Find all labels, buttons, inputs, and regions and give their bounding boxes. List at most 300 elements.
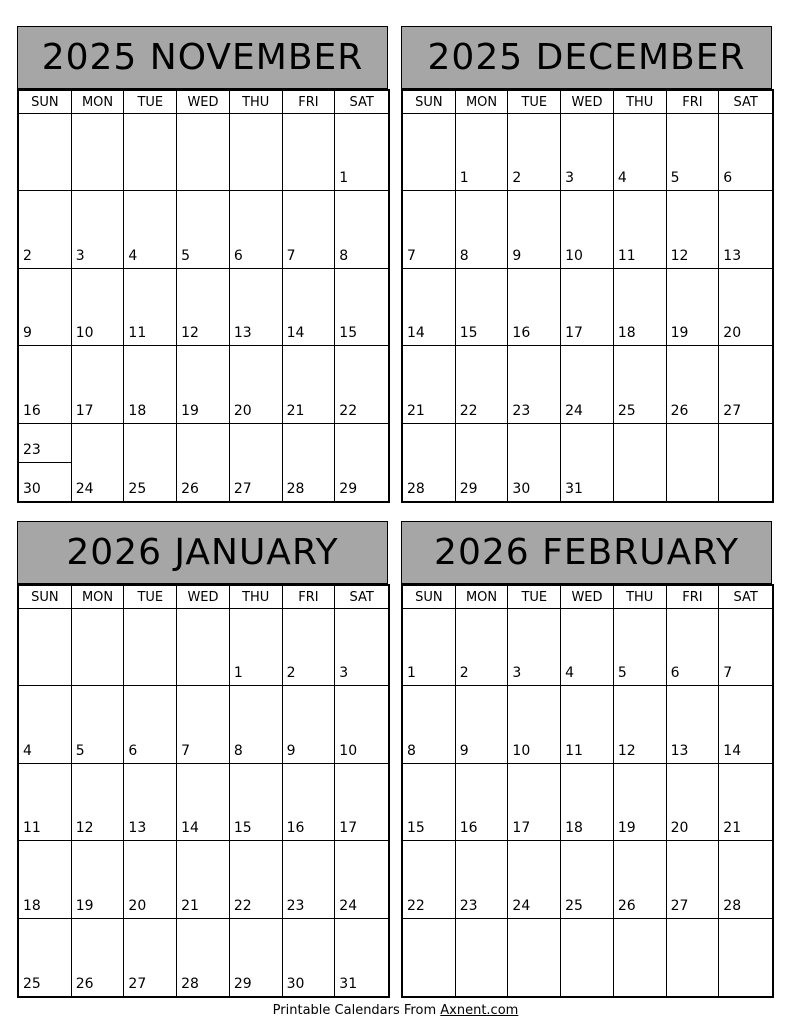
month-title: 2025 NOVEMBER xyxy=(17,26,388,89)
day-cell xyxy=(456,346,509,423)
day-number: 11 xyxy=(23,820,41,837)
day-number: 30 xyxy=(512,481,531,497)
day-number: 15 xyxy=(233,820,252,837)
day-cell xyxy=(456,269,509,346)
day-number: 18 xyxy=(617,325,636,342)
calendar-november-2025 xyxy=(17,26,390,503)
day-cell xyxy=(177,609,230,686)
weekday-header: TUE xyxy=(124,91,177,114)
day-cell xyxy=(19,686,72,763)
day-cell xyxy=(19,764,72,841)
day-number: 14 xyxy=(407,325,425,342)
day-number: 11 xyxy=(128,325,147,342)
day-number: 10 xyxy=(339,742,358,759)
day-cell xyxy=(614,269,667,346)
day-cell xyxy=(19,269,72,346)
month-grid xyxy=(401,89,774,503)
day-number: 5 xyxy=(181,247,191,264)
day-number: 2 xyxy=(512,170,522,187)
day-number: 30 xyxy=(286,976,305,992)
day-cell xyxy=(124,191,177,268)
day-cell xyxy=(177,764,230,841)
day-cell xyxy=(561,764,614,841)
day-cell xyxy=(72,764,125,841)
day-number: 13 xyxy=(233,325,252,342)
day-number: 10 xyxy=(565,247,583,264)
day-cell xyxy=(72,686,125,763)
weekday-header: FRI xyxy=(667,586,720,609)
day-number: 5 xyxy=(75,742,85,759)
weekday-header: SUN xyxy=(403,91,456,114)
day-number: 31 xyxy=(339,976,358,992)
weekday-header: WED xyxy=(561,91,614,114)
weekday-header: SAT xyxy=(335,91,388,114)
day-cell xyxy=(561,609,614,686)
day-cell xyxy=(403,841,456,918)
day-cell xyxy=(719,841,772,918)
day-number: 24 xyxy=(339,897,358,914)
day-number: 27 xyxy=(723,402,742,419)
day-cell xyxy=(19,609,72,686)
day-number: 21 xyxy=(286,402,305,419)
day-cell xyxy=(508,191,561,268)
day-number: 26 xyxy=(670,402,689,419)
day-cell xyxy=(719,346,772,423)
weekday-header: FRI xyxy=(283,586,336,609)
day-cell xyxy=(667,609,720,686)
day-cell xyxy=(124,919,177,996)
day-cell xyxy=(456,764,509,841)
month-title: 2026 FEBRUARY xyxy=(401,521,772,584)
day-cell xyxy=(72,919,125,996)
day-cell xyxy=(667,841,720,918)
day-cell xyxy=(72,841,125,918)
day-number: 19 xyxy=(75,897,94,914)
day-cell xyxy=(283,919,336,996)
day-number: 16 xyxy=(512,325,531,342)
weekday-header: FRI xyxy=(667,91,720,114)
day-number: 6 xyxy=(670,665,680,682)
day-cell xyxy=(177,919,230,996)
day-cell xyxy=(230,919,283,996)
day-number: 28 xyxy=(723,897,742,914)
day-cell xyxy=(508,764,561,841)
day-number: 29 xyxy=(233,976,252,992)
day-cell xyxy=(508,609,561,686)
day-number: 4 xyxy=(23,742,32,759)
day-number: 9 xyxy=(512,247,522,264)
day-number: 29 xyxy=(459,481,478,497)
day-cell xyxy=(614,919,667,996)
weekday-header: TUE xyxy=(124,586,177,609)
day-number: 28 xyxy=(181,976,199,992)
day-number: 3 xyxy=(75,247,85,264)
day-cell xyxy=(230,114,283,191)
day-number: 23 xyxy=(23,442,41,459)
day-cell xyxy=(456,919,509,996)
day-number: 16 xyxy=(459,820,478,837)
day-number: 16 xyxy=(286,820,305,837)
day-number: 12 xyxy=(670,247,689,264)
day-cell xyxy=(403,114,456,191)
day-number: 19 xyxy=(617,820,636,837)
day-number: 14 xyxy=(181,820,199,837)
weekday-header: MON xyxy=(72,586,125,609)
day-number: 8 xyxy=(459,247,469,264)
day-cell xyxy=(124,114,177,191)
day-number: 19 xyxy=(670,325,689,342)
day-cell xyxy=(561,191,614,268)
day-number: 6 xyxy=(128,742,138,759)
weekday-header: MON xyxy=(456,586,509,609)
day-number: 10 xyxy=(75,325,94,342)
day-cell xyxy=(719,919,772,996)
day-number: 22 xyxy=(339,402,358,419)
day-number: 27 xyxy=(233,481,252,497)
month-grid xyxy=(17,89,390,503)
day-number: 17 xyxy=(75,402,94,419)
day-cell xyxy=(72,114,125,191)
day-cell xyxy=(456,609,509,686)
day-cell xyxy=(614,686,667,763)
day-cell xyxy=(508,269,561,346)
day-cell xyxy=(177,114,230,191)
day-cell xyxy=(19,191,72,268)
day-cell xyxy=(508,424,561,501)
day-cell xyxy=(403,686,456,763)
day-number: 27 xyxy=(128,976,147,992)
day-number: 15 xyxy=(407,820,425,837)
day-cell xyxy=(719,424,772,501)
day-cell xyxy=(508,346,561,423)
day-cell xyxy=(124,346,177,423)
day-cell xyxy=(283,764,336,841)
day-cell xyxy=(719,686,772,763)
day-number: 9 xyxy=(23,325,32,342)
day-cell xyxy=(283,269,336,346)
day-cell xyxy=(283,686,336,763)
day-cell xyxy=(19,424,72,501)
day-cell xyxy=(177,424,230,501)
day-number: 17 xyxy=(512,820,531,837)
day-cell xyxy=(230,764,283,841)
day-number: 1 xyxy=(407,665,416,682)
day-number: 4 xyxy=(617,170,627,187)
day-cell xyxy=(335,114,388,191)
day-number: 7 xyxy=(286,247,296,264)
day-number: 5 xyxy=(617,665,627,682)
day-cell xyxy=(508,114,561,191)
day-number: 16 xyxy=(23,402,41,419)
day-number: 7 xyxy=(407,247,416,264)
split-day-bottom xyxy=(19,462,71,501)
day-cell xyxy=(561,919,614,996)
month-grid xyxy=(17,584,390,998)
day-cell xyxy=(177,191,230,268)
day-number: 20 xyxy=(233,402,252,419)
weekday-header: WED xyxy=(561,586,614,609)
footer-link[interactable]: Axnent.com xyxy=(440,1003,519,1018)
day-cell xyxy=(456,114,509,191)
day-number: 2 xyxy=(23,247,32,264)
day-number: 22 xyxy=(407,897,425,914)
day-cell xyxy=(177,346,230,423)
weekday-header: MON xyxy=(72,91,125,114)
weekday-header: SAT xyxy=(719,586,772,609)
day-number: 9 xyxy=(459,742,469,759)
day-number: 25 xyxy=(23,976,41,992)
day-number: 17 xyxy=(565,325,583,342)
day-number: 20 xyxy=(128,897,147,914)
calendar-december-2025 xyxy=(401,26,774,503)
day-number: 13 xyxy=(128,820,147,837)
weekday-header: FRI xyxy=(283,91,336,114)
day-cell xyxy=(19,114,72,191)
day-cell xyxy=(335,269,388,346)
weekday-header: THU xyxy=(230,91,283,114)
day-number: 4 xyxy=(128,247,138,264)
day-cell xyxy=(667,191,720,268)
day-cell xyxy=(177,841,230,918)
day-cell xyxy=(124,764,177,841)
weekday-header: WED xyxy=(177,586,230,609)
month-grid xyxy=(401,584,774,998)
day-cell xyxy=(403,346,456,423)
day-cell xyxy=(667,686,720,763)
day-number: 13 xyxy=(723,247,742,264)
weekday-header: THU xyxy=(230,586,283,609)
day-cell xyxy=(667,764,720,841)
weekday-header: TUE xyxy=(508,586,561,609)
day-cell xyxy=(19,919,72,996)
day-cell xyxy=(72,609,125,686)
day-cell xyxy=(19,346,72,423)
day-number: 24 xyxy=(565,402,583,419)
day-cell xyxy=(230,686,283,763)
split-day-top xyxy=(19,424,71,464)
day-number: 21 xyxy=(181,897,199,914)
day-cell xyxy=(614,424,667,501)
day-number: 18 xyxy=(23,897,41,914)
day-number: 20 xyxy=(670,820,689,837)
day-cell xyxy=(230,346,283,423)
day-cell xyxy=(614,609,667,686)
day-number: 27 xyxy=(670,897,689,914)
day-number: 24 xyxy=(512,897,531,914)
day-cell xyxy=(72,424,125,501)
day-cell xyxy=(667,919,720,996)
day-cell xyxy=(124,269,177,346)
day-cell xyxy=(230,269,283,346)
day-cell xyxy=(403,191,456,268)
day-cell xyxy=(614,841,667,918)
day-number: 1 xyxy=(459,170,469,187)
day-cell xyxy=(283,609,336,686)
day-number: 31 xyxy=(565,481,583,497)
day-number: 19 xyxy=(181,402,199,419)
weekday-header: MON xyxy=(456,91,509,114)
day-number: 15 xyxy=(459,325,478,342)
day-number: 8 xyxy=(339,247,349,264)
day-number: 13 xyxy=(670,742,689,759)
day-cell xyxy=(335,346,388,423)
day-number: 5 xyxy=(670,170,680,187)
day-number: 3 xyxy=(512,665,522,682)
day-cell xyxy=(456,424,509,501)
day-cell xyxy=(719,114,772,191)
day-cell xyxy=(614,346,667,423)
day-number: 6 xyxy=(233,247,243,264)
day-cell xyxy=(72,269,125,346)
day-number: 12 xyxy=(617,742,636,759)
day-number: 18 xyxy=(565,820,583,837)
day-cell xyxy=(456,841,509,918)
weekday-header: SUN xyxy=(19,586,72,609)
day-cell xyxy=(614,114,667,191)
day-cell xyxy=(72,346,125,423)
day-number: 15 xyxy=(339,325,358,342)
day-number: 28 xyxy=(407,481,425,497)
day-cell xyxy=(667,424,720,501)
day-cell xyxy=(561,686,614,763)
day-number: 14 xyxy=(286,325,305,342)
weekday-header: THU xyxy=(614,91,667,114)
day-number: 30 xyxy=(23,481,41,497)
day-number: 25 xyxy=(128,481,147,497)
day-cell xyxy=(283,424,336,501)
day-cell xyxy=(177,686,230,763)
day-cell xyxy=(614,764,667,841)
calendar-february-2026 xyxy=(401,521,774,998)
day-cell xyxy=(667,346,720,423)
day-number: 1 xyxy=(233,665,243,682)
day-cell xyxy=(403,424,456,501)
day-number: 7 xyxy=(723,665,733,682)
day-number: 22 xyxy=(233,897,252,914)
day-cell xyxy=(335,191,388,268)
day-number: 26 xyxy=(617,897,636,914)
day-cell xyxy=(335,609,388,686)
day-cell xyxy=(177,269,230,346)
day-cell xyxy=(614,191,667,268)
calendar-january-2026 xyxy=(17,521,390,998)
day-cell xyxy=(456,686,509,763)
day-number: 2 xyxy=(459,665,469,682)
day-number: 11 xyxy=(617,247,636,264)
day-number: 23 xyxy=(459,897,478,914)
day-number: 11 xyxy=(565,742,583,759)
day-number: 14 xyxy=(723,742,742,759)
day-cell xyxy=(283,114,336,191)
weekday-header: THU xyxy=(614,586,667,609)
day-cell xyxy=(283,841,336,918)
day-number: 21 xyxy=(723,820,742,837)
day-number: 8 xyxy=(407,742,416,759)
month-title: 2025 DECEMBER xyxy=(401,26,772,89)
day-cell xyxy=(561,114,614,191)
day-number: 29 xyxy=(339,481,358,497)
day-cell xyxy=(124,841,177,918)
day-cell xyxy=(335,686,388,763)
day-cell xyxy=(124,609,177,686)
footer-text: Printable Calendars From xyxy=(272,1003,441,1018)
day-cell xyxy=(335,919,388,996)
weekday-header: SAT xyxy=(335,586,388,609)
day-cell xyxy=(719,609,772,686)
day-number: 26 xyxy=(181,481,199,497)
day-number: 20 xyxy=(723,325,742,342)
day-cell xyxy=(719,269,772,346)
day-number: 18 xyxy=(128,402,147,419)
day-number: 24 xyxy=(75,481,94,497)
day-cell xyxy=(335,764,388,841)
day-number: 3 xyxy=(565,170,575,187)
day-number: 4 xyxy=(565,665,575,682)
day-cell xyxy=(283,191,336,268)
weekday-header: SAT xyxy=(719,91,772,114)
day-cell xyxy=(403,269,456,346)
day-cell xyxy=(230,191,283,268)
day-cell xyxy=(403,919,456,996)
day-number: 25 xyxy=(617,402,636,419)
day-number: 6 xyxy=(723,170,733,187)
day-number: 25 xyxy=(565,897,583,914)
day-number: 10 xyxy=(512,742,531,759)
day-number: 7 xyxy=(181,742,191,759)
day-cell xyxy=(230,424,283,501)
day-cell xyxy=(335,424,388,501)
day-number: 26 xyxy=(75,976,94,992)
day-cell xyxy=(508,686,561,763)
day-cell xyxy=(124,686,177,763)
weekday-header: SUN xyxy=(403,586,456,609)
day-number: 2 xyxy=(286,665,296,682)
day-number: 9 xyxy=(286,742,296,759)
day-cell xyxy=(124,424,177,501)
day-number: 23 xyxy=(512,402,531,419)
footer xyxy=(0,1003,791,1018)
day-cell xyxy=(561,424,614,501)
day-cell xyxy=(561,346,614,423)
day-cell xyxy=(561,269,614,346)
day-cell xyxy=(403,764,456,841)
day-cell xyxy=(667,269,720,346)
day-cell xyxy=(667,114,720,191)
day-cell xyxy=(561,841,614,918)
day-cell xyxy=(508,919,561,996)
day-number: 12 xyxy=(181,325,199,342)
day-cell xyxy=(335,841,388,918)
day-cell xyxy=(719,191,772,268)
month-title: 2026 JANUARY xyxy=(17,521,388,584)
day-number: 3 xyxy=(339,665,349,682)
day-cell xyxy=(19,841,72,918)
day-number: 23 xyxy=(286,897,305,914)
day-number: 22 xyxy=(459,402,478,419)
weekday-header: SUN xyxy=(19,91,72,114)
day-number: 28 xyxy=(286,481,305,497)
weekday-header: WED xyxy=(177,91,230,114)
day-cell xyxy=(456,191,509,268)
day-cell xyxy=(508,841,561,918)
day-number: 21 xyxy=(407,402,425,419)
day-cell xyxy=(719,764,772,841)
weekday-header: TUE xyxy=(508,91,561,114)
day-number: 12 xyxy=(75,820,94,837)
day-cell xyxy=(230,841,283,918)
day-number: 17 xyxy=(339,820,358,837)
day-cell xyxy=(403,609,456,686)
